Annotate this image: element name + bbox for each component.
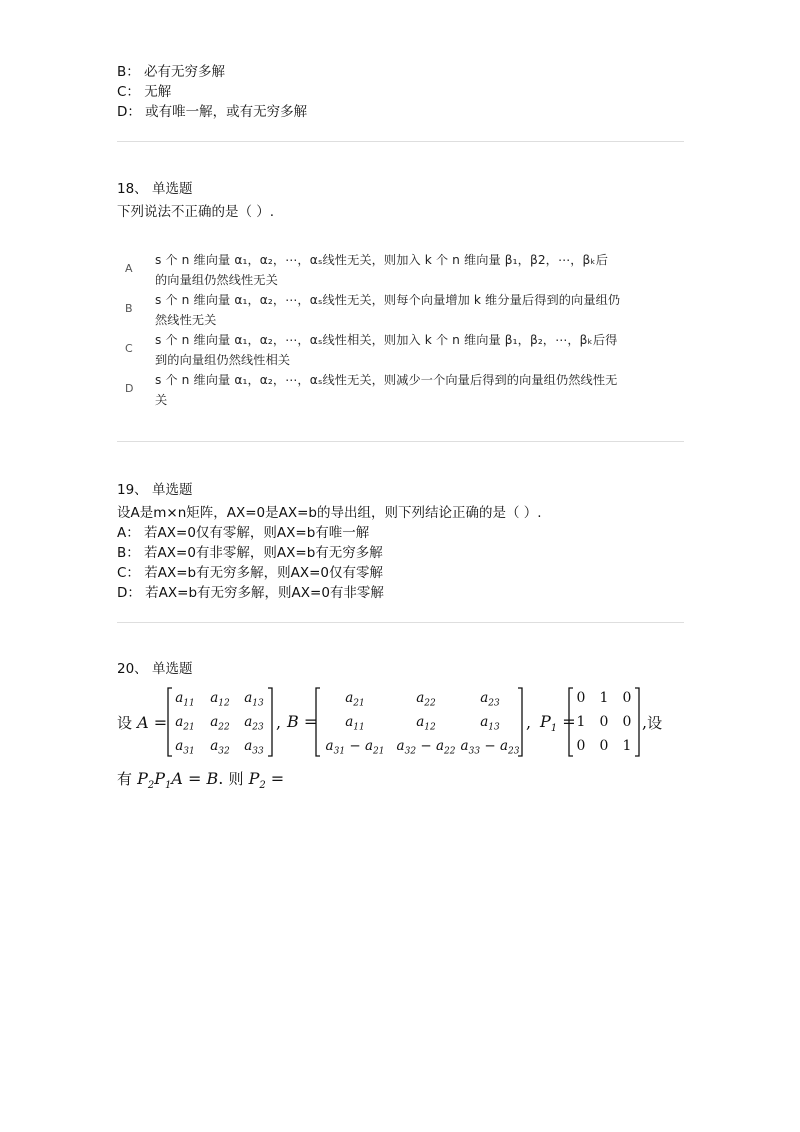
matA-cell-1-2: $a_{23}$: [244, 714, 264, 733]
q18-option-c-line2: 到的向量组仍然线性相关: [155, 353, 291, 367]
matB-cell-0-2: $a_{23}$: [480, 690, 500, 709]
matrix-b-label: B =: [287, 712, 318, 731]
q19-option-c: C： 若AX=b有无穷多解，则AX=0仅有零解: [117, 565, 383, 581]
q19-stem: 设A是m×n矩阵，AX=0是AX=b的导出组，则下列结论正确的是（ ）.: [117, 505, 542, 521]
matP-cell-1-1: 0: [599, 714, 609, 730]
q18-option-d: [155, 370, 675, 410]
matA-cell-1-0: $a_{21}$: [175, 714, 195, 733]
q17-option-b: B： 必有无穷多解: [117, 64, 226, 80]
q20-line2-prefix: 有: [117, 770, 133, 788]
matA-cell-2-2: $a_{33}$: [244, 738, 264, 757]
divider: [117, 622, 684, 623]
matP-cell-0-2: 0: [622, 690, 632, 706]
matP-cell-0-1: 1: [599, 690, 609, 706]
q18-option-c-line1: s 个 n 维向量 α₁，α₂，⋯，αₛ线性相关，则加入 k 个 n 维向量 β₁，β₂，⋯，βₖ后得: [155, 333, 618, 347]
q18-option-d-line1: s 个 n 维向量 α₁，α₂，⋯，αₛ线性无关，则减少一个向量后得到的向量组仍然线性无: [155, 373, 618, 387]
matrix-a-name: A: [137, 713, 149, 732]
matB-cell-1-1: $a_{12}$: [416, 714, 436, 733]
q18-option-a: [155, 250, 675, 290]
matP-cell-1-0: 1: [576, 714, 586, 730]
q18-option-a-line2: 的向量组仍然线性无关: [155, 273, 278, 287]
matA-cell-2-0: $a_{31}$: [175, 738, 195, 757]
q20-line2-then: 则: [228, 770, 244, 788]
matB-cell-1-2: $a_{13}$: [480, 714, 500, 733]
q18-option-b: [155, 290, 675, 330]
matrix-p1-label: $P_1$ =: [540, 712, 576, 735]
q18-option-c: [155, 330, 675, 370]
q19-header: 19、 单选题: [117, 482, 193, 498]
q18-option-b-line2: 然线性无关: [155, 313, 217, 327]
q18-option-b-line1: s 个 n 维向量 α₁，α₂，⋯，αₛ线性无关，则每个向量增加 k 维分量后得到的向量组仍: [155, 293, 621, 307]
q19-option-b: B： 若AX=0有非零解，则AX=b有无穷多解: [117, 545, 383, 561]
matA-cell-0-0: $a_{11}$: [175, 690, 195, 709]
q18-option-a-line1: s 个 n 维向量 α₁，α₂，⋯，αₛ线性无关，则加入 k 个 n 维向量 β₁，β2，⋯，βₖ后: [155, 253, 608, 267]
q20-prefix: 设 A =: [117, 713, 168, 732]
q18-option-d-line2: 关: [155, 393, 168, 407]
divider: [117, 441, 684, 442]
q18-option-c-letter: C: [125, 342, 133, 355]
q17-option-c: C： 无解: [117, 84, 172, 100]
matA-cell-2-1: $a_{32}$: [210, 738, 230, 757]
q17-option-d: D： 或有唯一解，或有无穷多解: [117, 104, 308, 120]
q20-prefix-text: 设: [117, 714, 133, 732]
q18-header: 18、 单选题: [117, 181, 193, 197]
matP-cell-2-0: 0: [576, 738, 586, 754]
q18-option-a-letter: A: [125, 262, 133, 275]
q18-option-b-letter: B: [125, 302, 133, 315]
matB-cell-0-0: $a_{21}$: [345, 690, 365, 709]
matP-cell-1-2: 0: [622, 714, 632, 730]
matA-cell-0-2: $a_{13}$: [244, 690, 264, 709]
q20-suffix-text: 设: [647, 714, 663, 732]
q20-line2: 有 $P_2P_1A = B$. 则 $P_2$ =: [117, 769, 285, 792]
divider: [117, 141, 684, 142]
q19-option-a: A： 若AX=0仅有零解，则AX=b有唯一解: [117, 525, 370, 541]
matP-cell-2-2: 1: [622, 738, 632, 754]
comma-1: ,: [276, 713, 282, 732]
q18-option-d-letter: D: [125, 382, 134, 395]
comma-2: ,: [526, 713, 532, 732]
q20-header: 20、 单选题: [117, 661, 193, 677]
matB-cell-2-1: $a_{32} - a_{22}$: [396, 738, 456, 757]
matB-cell-0-1: $a_{22}$: [416, 690, 436, 709]
q18-stem: 下列说法不正确的是（ ）.: [117, 204, 275, 220]
q19-option-d: D： 若AX=b有无穷多解，则AX=0有非零解: [117, 585, 384, 601]
matA-cell-0-1: $a_{12}$: [210, 690, 230, 709]
matrix-b-name: B: [287, 712, 299, 731]
matA-cell-1-1: $a_{22}$: [210, 714, 230, 733]
matP-cell-2-1: 0: [599, 738, 609, 754]
matB-cell-1-0: $a_{11}$: [345, 714, 365, 733]
q20-suffix: ,设: [642, 713, 663, 732]
matP-cell-0-0: 0: [576, 690, 586, 706]
matB-cell-2-2: $a_{33} - a_{23}$: [460, 738, 520, 757]
matB-cell-2-0: $a_{31} - a_{21}$: [325, 738, 385, 757]
